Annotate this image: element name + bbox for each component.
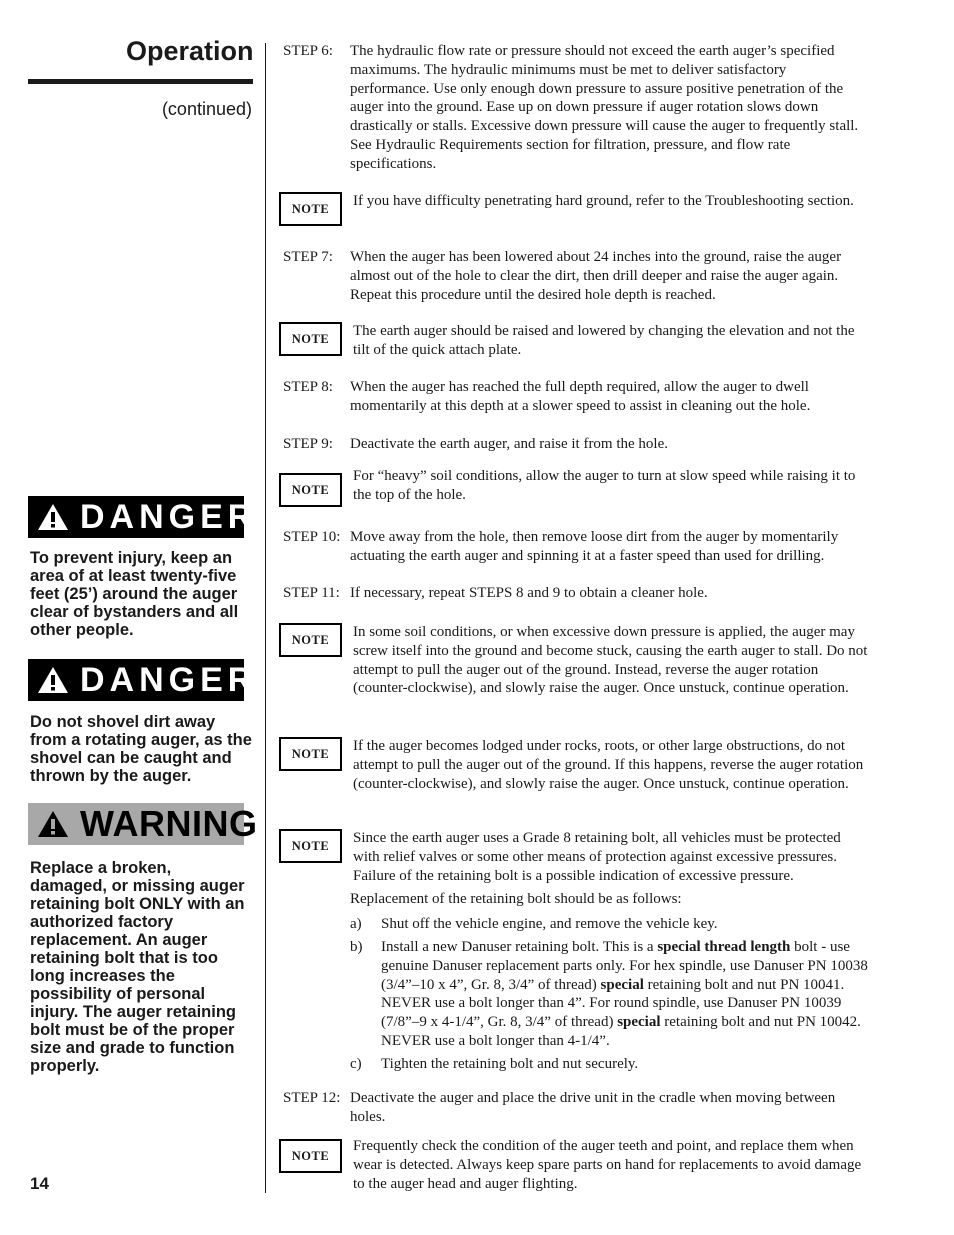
step-text: Move away from the hole, then remove loose dirt from the auger by momentarily actuating the earth auger and spinning it at a faster speed than used for drilling. bbox=[350, 529, 839, 564]
note-text: For “heavy” soil conditions, allow the auger to turn at slow speed while raising it to the top of the hole. bbox=[353, 468, 856, 503]
danger-banner bbox=[28, 659, 258, 701]
warning-triangle-icon bbox=[36, 665, 70, 695]
danger-label: DANGER bbox=[80, 497, 258, 536]
note-label: NOTE bbox=[279, 192, 342, 226]
emphasis: special thread length bbox=[657, 939, 791, 955]
step-text: When the auger has reached the full depth required, allow the auger to dwell momentarily at this depth at a slower speed to assist in cleaning out the hole. bbox=[350, 379, 811, 414]
note-label: NOTE bbox=[279, 473, 342, 507]
list-text bbox=[381, 938, 870, 1051]
list-item bbox=[350, 915, 870, 934]
emphasis: special bbox=[600, 976, 644, 993]
step-label: STEP 6: bbox=[283, 43, 333, 59]
note-label: NOTE bbox=[279, 1139, 342, 1173]
note-label: NOTE bbox=[279, 737, 342, 771]
list-item bbox=[350, 938, 870, 1051]
note-label: NOTE bbox=[279, 322, 342, 356]
note-text: The earth auger should be raised and lowered by changing the elevation and not the tilt of the quick attach plate. bbox=[353, 323, 855, 358]
page-title: Operation bbox=[126, 36, 254, 66]
column-divider bbox=[265, 43, 266, 1193]
continued-label: (continued) bbox=[161, 99, 252, 119]
danger-banner bbox=[28, 496, 258, 538]
warning-triangle-icon bbox=[36, 502, 70, 532]
step-label: STEP 9: bbox=[283, 436, 333, 452]
step-8 bbox=[283, 378, 868, 416]
text-run: Install a new Danuser retaining bolt. This is a bbox=[381, 939, 658, 955]
list-item bbox=[350, 1055, 870, 1074]
note-label: NOTE bbox=[279, 623, 342, 657]
note-label: NOTE bbox=[279, 829, 342, 863]
step-label: STEP 8: bbox=[283, 379, 333, 395]
step-7 bbox=[283, 248, 868, 304]
title-rule bbox=[28, 79, 253, 84]
note-text: Since the earth auger uses a Grade 8 retaining bolt, all vehicles must be protected with relief valves or some other means of protection against excessive pressures. Failure of the retaining bolt is a possible indication of excessive pressure. bbox=[353, 830, 841, 884]
step-text: When the auger has been lowered about 24 inches into the ground, raise the auger almost out of the hole to clear the dirt, then drill deeper and raise the auger again. Repeat this procedure until the desired hole depth is reached. bbox=[350, 249, 842, 303]
text-run: bolt - use genuine Danuser replacement parts only. For hex spindle, use Danuser PN 10038 (3/4”–10 x 4”, Gr. 8, 3/4” of thread) bbox=[381, 939, 868, 993]
step-6 bbox=[283, 42, 868, 174]
warning-triangle-icon bbox=[36, 809, 70, 839]
step-11 bbox=[283, 584, 868, 603]
list-marker: a) bbox=[350, 916, 362, 932]
note-text: Frequently check the condition of the auger teeth and point, and replace them when wear is detected. Always keep spare parts on hand for replacements to avoid damage to the auger head and auger flighting. bbox=[353, 1138, 862, 1192]
step-text: Deactivate the auger and place the drive unit in the cradle when moving between holes. bbox=[350, 1090, 836, 1125]
note-text: If you have difficulty penetrating hard ground, refer to the Troubleshooting section. bbox=[353, 193, 854, 209]
note-text: If the auger becomes lodged under rocks, roots, or other large obstructions, do not attempt to pull the auger out of the ground. If this happens, reverse the auger rotation (counter-clockwise), and slowly raise the auger. Once unstuck, continue operation. bbox=[353, 738, 864, 792]
danger-message: Do not shovel dirt away from a rotating auger, as the shovel can be caught and thrown by the auger. bbox=[30, 713, 252, 785]
step-10 bbox=[283, 528, 868, 566]
warning-message: Replace a broken, damaged, or missing auger retaining bolt ONLY with an authorized factory replacement. An auger retaining bolt that is too long increases the possibility of personal injury. The auger retaining bolt must be of the proper size and grade to function properly. bbox=[30, 859, 245, 1075]
replacement-intro: Replacement of the retaining bolt should be as follows: bbox=[350, 891, 682, 907]
step-text: The hydraulic flow rate or pressure should not exceed the earth auger’s specified maximums. The hydraulic minimums must be met to deliver satisfactory performance. Use only enough down pressure to assure positive penetration of the auger into the ground. Ease up on down pressure if auger rotation slows down drastically or stalls. Excessive down pressure will cause the auger to frequently stall. See Hydraulic Requirements section for filtration, pressure, and flow rate specifications. bbox=[350, 43, 859, 172]
step-text: Deactivate the earth auger, and raise it from the hole. bbox=[350, 436, 669, 452]
note-text: In some soil conditions, or when excessive down pressure is applied, the auger may screw itself into the ground and become stuck, causing the earth auger to stall. Do not attempt to pull the auger out of the ground. Instead, reverse the auger rotation (counter-clockwise), and slowly raise the auger. Once unstuck, continue operation. bbox=[353, 624, 868, 697]
warning-label: WARNING bbox=[80, 803, 258, 844]
warning-banner bbox=[28, 803, 258, 845]
emphasis: special bbox=[617, 1014, 661, 1031]
list-marker: b) bbox=[350, 939, 363, 955]
step-label: STEP 7: bbox=[283, 249, 333, 265]
list-text: Shut off the vehicle engine, and remove the vehicle key. bbox=[381, 916, 718, 932]
list-marker: c) bbox=[350, 1056, 362, 1072]
text-run: retaining bolt and nut PN 10041. NEVER use a bolt longer than 4”. For round spindle, use Danuser PN 10039 (7/8”–9 x 4-1/4”, Gr. 8, 3/4” of thread) bbox=[381, 976, 845, 1031]
danger-message: To prevent injury, keep an area of at least twenty-five feet (25’) around the auger clear of bystanders and all other people. bbox=[30, 549, 239, 639]
danger-label: DANGER bbox=[80, 660, 258, 699]
step-label: STEP 10: bbox=[283, 529, 341, 545]
list-text: Tighten the retaining bolt and nut securely. bbox=[381, 1056, 639, 1072]
step-12 bbox=[283, 1089, 868, 1127]
step-9 bbox=[283, 435, 868, 454]
page-number: 14 bbox=[30, 1174, 49, 1193]
text-run: retaining bolt and nut PN 10042. NEVER use a bolt longer than 4-1/4”. bbox=[381, 1014, 861, 1049]
step-text: If necessary, repeat STEPS 8 and 9 to obtain a cleaner hole. bbox=[350, 585, 708, 601]
step-label: STEP 12: bbox=[283, 1090, 341, 1106]
step-label: STEP 11: bbox=[283, 585, 340, 601]
